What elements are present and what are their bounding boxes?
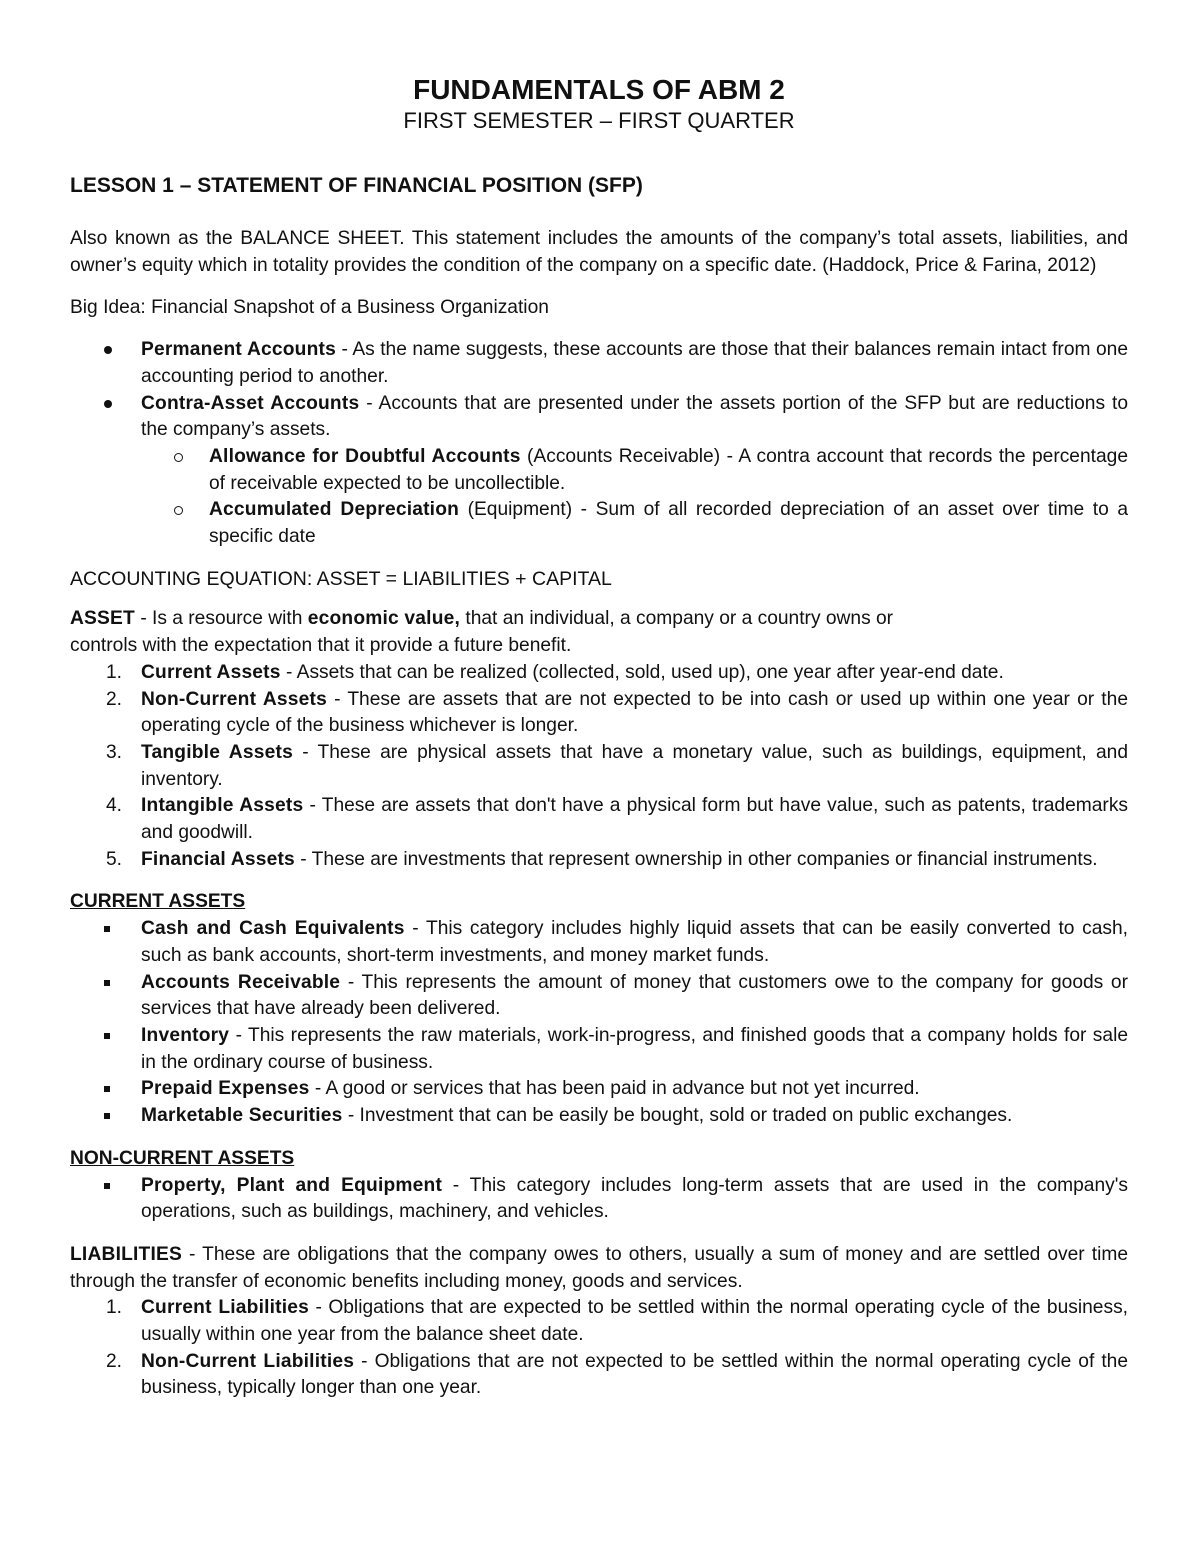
term-label: Accumulated Depreciation xyxy=(209,499,460,521)
list-item xyxy=(70,1295,1128,1348)
square-bullet-icon xyxy=(104,1183,110,1189)
list-item xyxy=(70,916,1128,969)
current-assets-heading: CURRENT ASSETS xyxy=(70,891,246,913)
term-label: Financial Assets xyxy=(141,848,295,870)
list-item xyxy=(70,970,1128,1023)
big-idea-text: Big Idea: Financial Snapshot of a Business Organization xyxy=(70,297,549,319)
term-description: - This category includes highly liquid assets that can be easily converted to cash, such as bank accounts, short-term investments, and money market funds. xyxy=(141,918,1128,966)
square-bullet-icon xyxy=(104,980,110,986)
list-item xyxy=(70,793,1128,846)
definition-text: that an individual, a company or a country owns or xyxy=(460,608,894,630)
term-description: - These are assets that are not expected to be into cash or used up within one year or the operating cycle of the business whichever is longer. xyxy=(141,688,1128,737)
list-number: 1. xyxy=(106,1297,123,1319)
term-description: (Equipment) - Sum of all recorded depreciation of an asset over time to a specific date xyxy=(209,499,1128,548)
term-label: Prepaid Expenses xyxy=(141,1078,310,1100)
definition-text: - Is a resource with xyxy=(134,608,308,630)
term-description: - Obligations that are expected to be settled within the normal operating cycle of the business, usually within one year from the balance sheet date. xyxy=(141,1297,1128,1346)
list-number: 2. xyxy=(106,1350,123,1372)
term-label: Non-Current Liabilities xyxy=(141,1350,355,1372)
circle-bullet-icon xyxy=(174,506,183,515)
term-label: Marketable Securities xyxy=(141,1105,343,1127)
list-number: 4. xyxy=(106,795,123,817)
term-description: - This category includes long-term assets that are used in the company's operations, such as buildings, machinery, and vehicles. xyxy=(141,1174,1128,1223)
term-label: Non-Current Assets xyxy=(141,688,327,710)
term-label: ASSET xyxy=(70,608,135,630)
term-description: - Assets that can be realized (collected, sold, used up), one year after year-end date. xyxy=(280,661,1004,683)
list-item xyxy=(70,660,1128,687)
term-label: LIABILITIES xyxy=(70,1243,182,1265)
term-label: Contra-Asset Accounts xyxy=(141,392,360,414)
list-item xyxy=(70,740,1128,793)
square-bullet-icon xyxy=(104,926,110,932)
term-label: Current Assets xyxy=(141,661,281,683)
liability-types-list xyxy=(70,1295,1128,1402)
list-item xyxy=(70,497,1128,550)
liabilities-definition xyxy=(70,1242,1128,1295)
lesson-heading: LESSON 1 – STATEMENT OF FINANCIAL POSITION (SFP) xyxy=(70,174,643,197)
accounts-list xyxy=(70,337,1128,551)
term-description: - This represents the raw materials, work-in-progress, and finished goods that a company holds for sale in the ordinary course of business. xyxy=(141,1024,1128,1073)
list-item xyxy=(70,1173,1128,1226)
term-description: - Investment that can be easily be bought, sold or traded on public exchanges. xyxy=(342,1105,1013,1127)
square-bullet-icon xyxy=(104,1033,110,1039)
term-description: - This represents the amount of money that customers owe to the company for goods or services that have already been delivered. xyxy=(141,971,1128,1020)
noncurrent-assets-list xyxy=(70,1173,1128,1226)
term-description: - These are investments that represent ownership in other companies or financial instruments. xyxy=(294,848,1098,870)
list-number: 2. xyxy=(106,688,123,710)
emphasis-text: economic value, xyxy=(307,608,461,630)
square-bullet-icon xyxy=(104,1086,110,1092)
list-item xyxy=(70,444,1128,497)
term-label: Inventory xyxy=(141,1024,230,1046)
term-label: Property, Plant and Equipment xyxy=(141,1174,443,1196)
asset-definition xyxy=(70,606,1128,659)
term-description: - Accounts that are presented under the assets portion of the SFP but are reductions to the company’s assets. xyxy=(141,392,1129,441)
term-label: Permanent Accounts xyxy=(141,339,336,361)
accounting-equation: ACCOUNTING EQUATION: ASSET = LIABILITIES + CAPITAL xyxy=(70,567,612,590)
term-description: (Accounts Receivable) - A contra account that records the percentage of receivable expected to be uncollectible. xyxy=(209,445,1128,494)
term-label: Allowance for Doubtful Accounts xyxy=(209,445,521,467)
asset-types-list xyxy=(70,660,1128,874)
list-item xyxy=(70,687,1128,740)
term-description: - A good or services that has been paid in advance but not yet incurred. xyxy=(309,1078,920,1100)
document-page xyxy=(70,70,1128,1402)
list-number: 3. xyxy=(106,741,123,763)
list-number: 5. xyxy=(106,848,123,870)
term-description: - These are physical assets that have a monetary value, such as buildings, equipment, and inventory. xyxy=(141,741,1129,790)
bullet-icon xyxy=(104,346,112,354)
list-item xyxy=(70,1103,1128,1130)
square-bullet-icon xyxy=(104,1113,110,1119)
term-description: - As the name suggests, these accounts are those that their balances remain intact from one accounting period to another. xyxy=(141,339,1128,387)
term-label: Accounts Receivable xyxy=(141,971,341,993)
term-label: Tangible Assets xyxy=(141,741,293,763)
list-item xyxy=(70,1076,1128,1103)
list-item xyxy=(70,1349,1128,1402)
circle-bullet-icon xyxy=(174,453,183,462)
list-item xyxy=(70,1023,1128,1076)
definition-text: - These are obligations that the company owes to others, usually a sum of money and are settled over time through the transfer of economic benefits including money, goods and services. xyxy=(70,1243,1128,1292)
intro-paragraph: Also known as the BALANCE SHEET. This statement includes the amounts of the company’s total assets, liabilities, and owner’s equity which in totality provides the condition of the company on a specific date. (Haddock, Price & Farina, 2012) xyxy=(70,228,1128,276)
term-description: - These are assets that don't have a physical form but have value, such as patents, trademarks and goodwill. xyxy=(141,795,1129,844)
current-assets-list xyxy=(70,916,1128,1130)
list-item xyxy=(70,337,1128,390)
term-label: Cash and Cash Equivalents xyxy=(141,918,405,940)
noncurrent-assets-heading: NON-CURRENT ASSETS xyxy=(70,1147,295,1169)
bullet-icon xyxy=(104,400,112,408)
page-subtitle: FIRST SEMESTER – FIRST QUARTER xyxy=(403,108,795,133)
definition-text: controls with the expectation that it provide a future benefit. xyxy=(70,635,572,657)
list-number: 1. xyxy=(106,661,123,683)
term-label: Intangible Assets xyxy=(141,795,304,817)
page-title: FUNDAMENTALS OF ABM 2 xyxy=(413,74,785,105)
term-description: - Obligations that are not expected to be settled within the normal operating cycle of the business, typically longer than one year. xyxy=(141,1350,1128,1399)
list-item xyxy=(70,847,1128,874)
term-label: Current Liabilities xyxy=(141,1297,310,1319)
list-item xyxy=(70,391,1128,444)
